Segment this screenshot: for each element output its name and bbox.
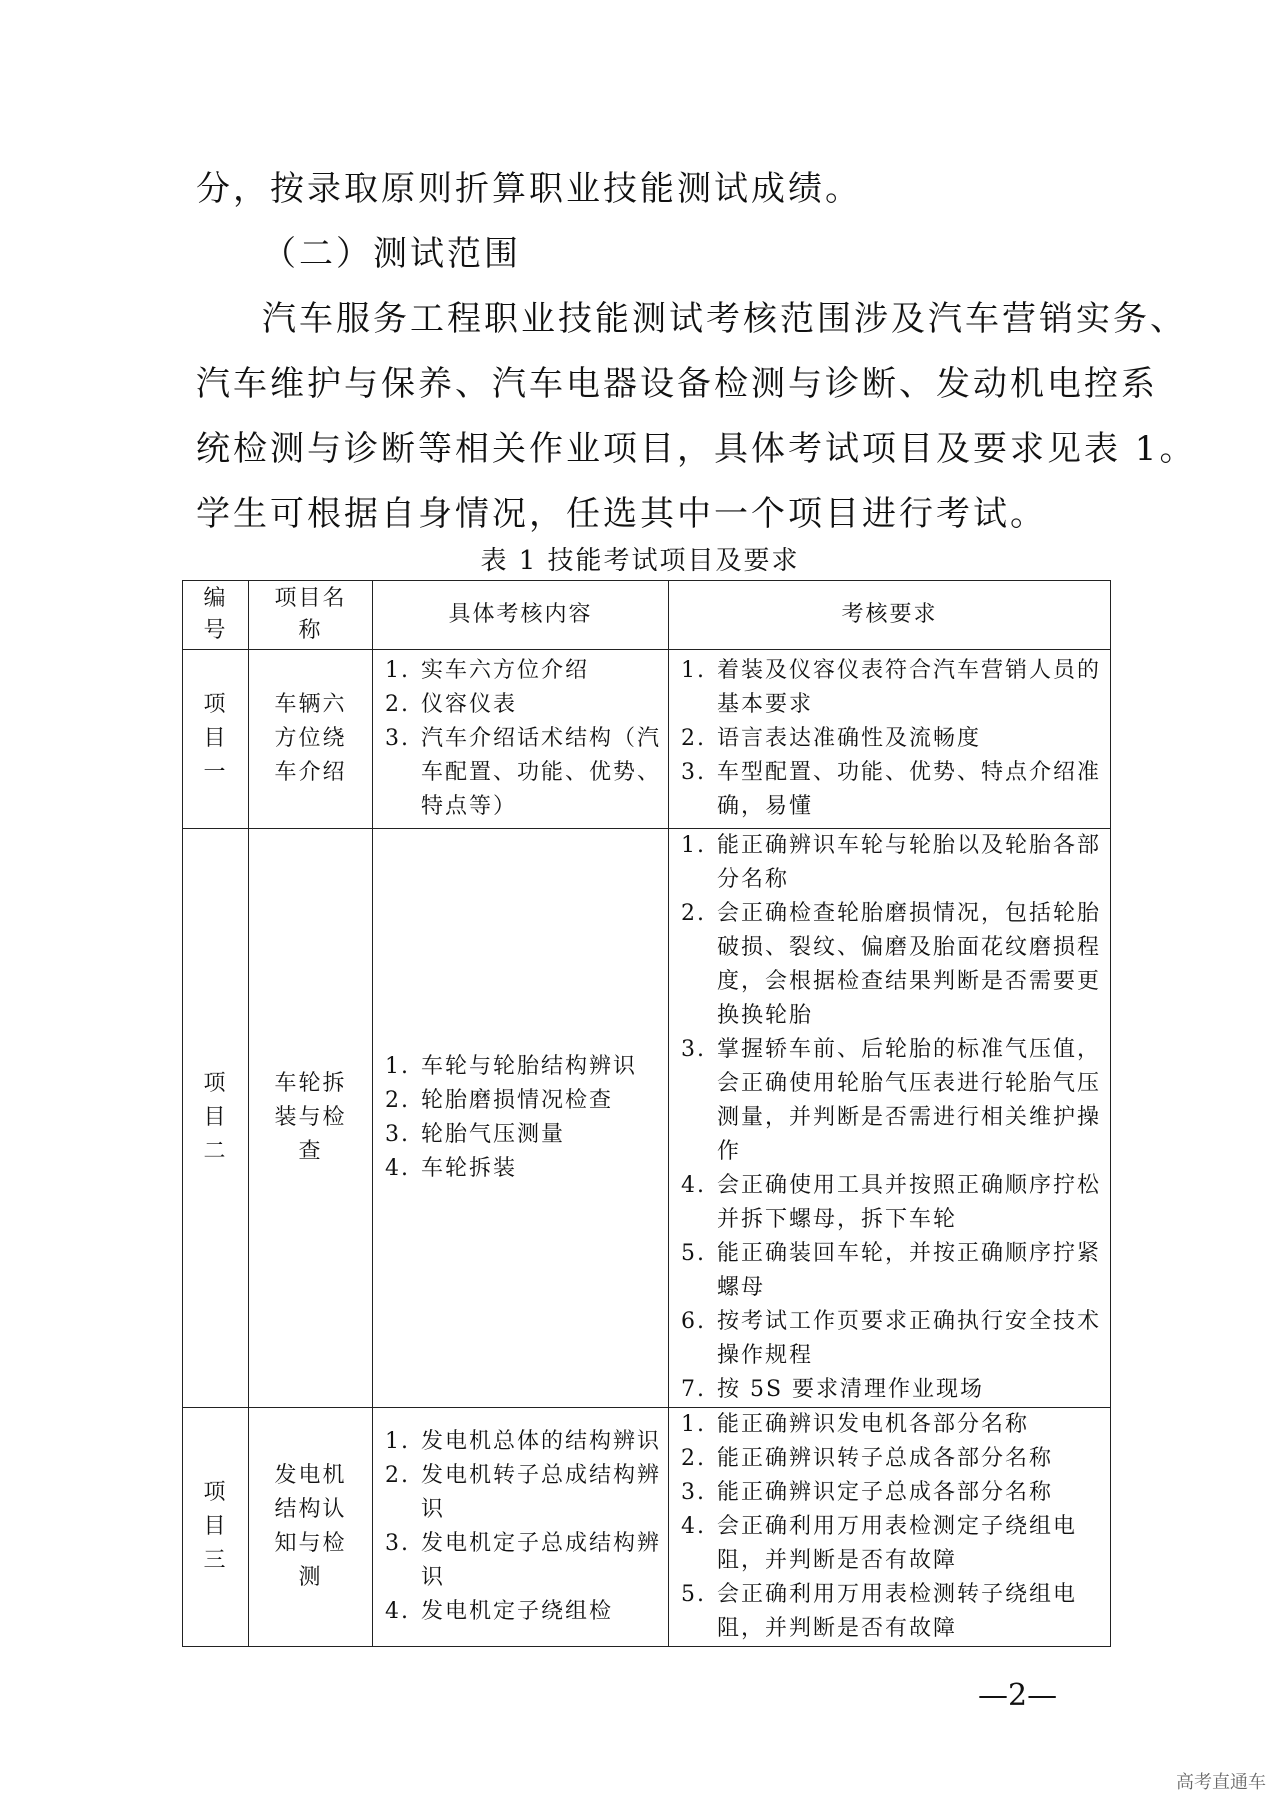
list-item: 7. 按 5S 要求清理作业现场	[681, 1377, 985, 1402]
list-item: 3. 掌握轿车前、后轮胎的标准气压值，会正确使用轮胎气压表进行轮胎气压测量，并判断是否需进行相关维护操作	[681, 1037, 1102, 1164]
list-item: 3. 车型配置、功能、优势、特点介绍准确，易懂	[681, 760, 1102, 819]
body-line-5: 学生可根据自身情况，任选其中一个项目进行考试。	[196, 494, 1047, 534]
list-item: 2. 会正确检查轮胎磨损情况，包括轮胎破损、裂纹、偏磨及胎面花纹磨损程度，会根据检查结果判断是否需要更换换轮胎	[681, 901, 1102, 1028]
list-item: 1. 发电机总体的结构辨识	[385, 1429, 662, 1454]
list-item: 4. 会正确利用万用表检测定子绕组电阻，并判断是否有故障	[681, 1514, 1078, 1573]
row-project-name: 车轮拆 装与检 查	[249, 829, 373, 1408]
list-item: 1. 能正确辨识发电机各部分名称	[681, 1412, 1030, 1437]
section-heading: （二）测试范围	[262, 234, 521, 274]
row-content	[373, 650, 669, 829]
list-item: 2. 能正确辨识转子总成各部分名称	[681, 1446, 1054, 1471]
page-number: —2—	[978, 1678, 1058, 1713]
list-item: 2. 轮胎磨损情况检查	[385, 1088, 614, 1113]
list-item: 3. 发电机定子总成结构辨识	[385, 1531, 662, 1590]
table-row	[183, 829, 1111, 1408]
header-requirements: 考核要求	[669, 581, 1111, 650]
list-item: 4. 发电机定子绕组检	[385, 1599, 614, 1624]
table-caption: 表 1 技能考试项目及要求	[480, 546, 800, 576]
table-row	[183, 650, 1111, 829]
list-item: 3. 能正确辨识定子总成各部分名称	[681, 1480, 1054, 1505]
list-item: 2. 语言表达准确性及流畅度	[681, 726, 982, 751]
body-line-3: 汽车维护与保养、汽车电器设备检测与诊断、发动机电控系	[196, 364, 1158, 404]
list-item: 1. 着装及仪容仪表符合汽车营销人员的基本要求	[681, 658, 1102, 717]
row-number: 项 目 二	[183, 829, 249, 1408]
list-item: 4. 会正确使用工具并按照正确顺序拧松并拆下螺母，拆下车轮	[681, 1173, 1102, 1232]
header-num: 编 号	[183, 581, 249, 650]
body-line-4: 统检测与诊断等相关作业项目，具体考试项目及要求见表 1。	[196, 429, 1197, 469]
list-item: 1. 实车六方位介绍	[385, 658, 590, 683]
row-content	[373, 1408, 669, 1647]
row-content	[373, 829, 669, 1408]
body-line-1: 分，按录取原则折算职业技能测试成绩。	[196, 169, 862, 209]
row-project-name: 车辆六 方位绕 车介绍	[249, 650, 373, 829]
row-number: 项 目 一	[183, 650, 249, 829]
list-item: 5. 会正确利用万用表检测转子绕组电阻，并判断是否有故障	[681, 1582, 1078, 1641]
list-item: 1. 能正确辨识车轮与轮胎以及轮胎各部分名称	[681, 833, 1102, 892]
list-item: 6. 按考试工作页要求正确执行安全技术操作规程	[681, 1309, 1102, 1368]
row-requirements	[669, 650, 1111, 829]
list-item: 4. 车轮拆装	[385, 1156, 518, 1181]
row-project-name: 发电机 结构认 知与检 测	[249, 1408, 373, 1647]
list-item: 3. 轮胎气压测量	[385, 1122, 566, 1147]
table-row	[183, 1408, 1111, 1647]
table-header-row	[183, 581, 1111, 650]
header-content: 具体考核内容	[373, 581, 669, 650]
list-item: 1. 车轮与轮胎结构辨识	[385, 1054, 638, 1079]
list-item: 5. 能正确装回车轮，并按正确顺序拧紧螺母	[681, 1241, 1102, 1300]
row-requirements	[669, 1408, 1111, 1647]
body-line-2: 汽车服务工程职业技能测试考核范围涉及汽车营销实务、	[262, 299, 1187, 339]
list-item: 2. 发电机转子总成结构辨识	[385, 1463, 662, 1522]
row-requirements	[669, 829, 1111, 1408]
requirements-table	[182, 580, 1111, 1647]
list-item: 2. 仪容仪表	[385, 692, 518, 717]
row-number: 项 目 三	[183, 1408, 249, 1647]
header-name: 项目名 称	[249, 581, 373, 650]
list-item: 3. 汽车介绍话术结构（汽车配置、功能、优势、特点等）	[385, 726, 662, 819]
watermark: 高考直通车	[1176, 1772, 1266, 1793]
